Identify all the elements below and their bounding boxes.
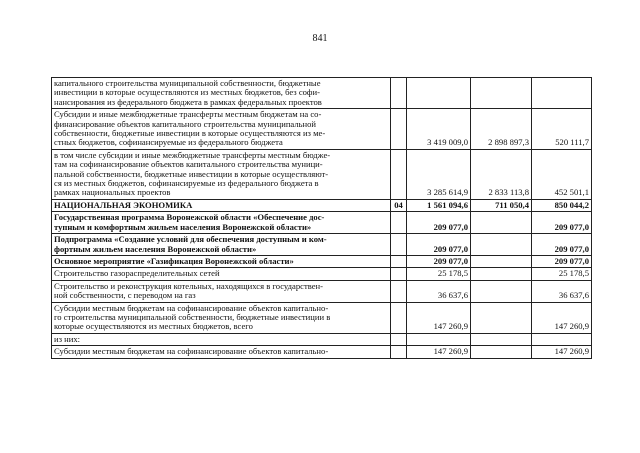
description-line: из них: (54, 333, 81, 344)
description-line: рамках национальных проектов (54, 187, 171, 198)
regional-value-cell: 147 260,9 (532, 302, 592, 333)
federal-value-cell (471, 78, 532, 109)
total-value-cell: 209 077,0 (407, 255, 471, 267)
regional-value-cell: 209 077,0 (532, 212, 592, 234)
description-line: Основное мероприятие «Газификация Воронежской области» (54, 255, 294, 266)
section-code-cell (391, 333, 407, 345)
description-line: финансирование объектов капитального строительства муниципальной (54, 118, 317, 129)
description-line: Подпрограмма «Создание условий для обеспечения доступным и ком- (54, 234, 327, 245)
table-row (52, 302, 592, 333)
row-description (52, 333, 391, 345)
description-line: там на софинансирование объектов капитального строительства муници- (54, 159, 323, 170)
federal-value-cell (471, 346, 532, 358)
table-row (52, 78, 592, 109)
budget-table (51, 77, 592, 359)
total-value-cell: 209 077,0 (407, 212, 471, 234)
total-value-cell: 3 285 614,9 (407, 149, 471, 199)
regional-value-cell (532, 78, 592, 109)
row-description (52, 212, 391, 234)
row-description (52, 109, 391, 150)
row-description (52, 302, 391, 333)
description-line: Субсидии и иные межбюджетные трансферты местным бюджетам на со- (54, 109, 322, 120)
section-code-cell (391, 280, 407, 302)
section-code-cell: 04 (391, 199, 407, 211)
table-row (52, 255, 592, 267)
row-description (52, 149, 391, 199)
row-description (52, 234, 391, 256)
regional-value-cell: 452 501,1 (532, 149, 592, 199)
federal-value-cell (471, 234, 532, 256)
regional-value-cell: 209 077,0 (532, 255, 592, 267)
budget-table-body (52, 78, 592, 359)
table-row (52, 109, 592, 150)
regional-value-cell: 209 077,0 (532, 234, 592, 256)
description-line: го строительства муниципальной собственности, бюджетные инвестиции в (54, 311, 331, 322)
section-code-cell (391, 109, 407, 150)
description-line: которые осуществляются из местных бюджетов, всего (54, 321, 253, 332)
page-number: 841 (312, 33, 328, 44)
regional-value-cell: 147 260,9 (532, 346, 592, 358)
section-code-cell (391, 268, 407, 280)
description-line: нансирования из федерального бюджета в рамках федеральных проектов (54, 96, 322, 107)
description-line: капитального строительства муниципальной собственности, бюджетные (54, 78, 321, 88)
total-value-cell: 1 561 094,6 (407, 199, 471, 211)
regional-value-cell (532, 333, 592, 345)
total-value-cell (407, 333, 471, 345)
description-line: в том числе субсидии и иные межбюджетные трансферты местным бюдже- (54, 149, 331, 160)
federal-value-cell (471, 280, 532, 302)
federal-value-cell: 2 898 897,3 (471, 109, 532, 150)
federal-value-cell (471, 302, 532, 333)
description-line: ной собственности, с переводом на газ (54, 290, 196, 301)
regional-value-cell: 850 044,2 (532, 199, 592, 211)
description-line: Строительство и реконструкция котельных, находящихся в государствен- (54, 280, 324, 291)
regional-value-cell: 25 178,5 (532, 268, 592, 280)
section-code-cell (391, 302, 407, 333)
row-description (52, 78, 391, 109)
row-description (52, 255, 391, 267)
description-line: стных бюджетов, софинансируемые из федерального бюджета (54, 137, 283, 148)
federal-value-cell: 2 833 113,8 (471, 149, 532, 199)
description-line: Субсидии местным бюджетам на софинансирование объектов капитально- (54, 302, 329, 313)
description-line: тупным и комфортным жильем населения Воронежской области» (54, 221, 312, 232)
description-line: инвестиции в которые осуществляются из местных бюджетов, без софи- (54, 87, 320, 98)
description-line: ся из местных бюджетов, софинансируемые из федерального бюджета в (54, 178, 319, 189)
row-description (52, 346, 391, 358)
row-description (52, 268, 391, 280)
description-line: фортным жильем населения Воронежской области» (54, 243, 257, 254)
table-row (52, 234, 592, 256)
row-description (52, 280, 391, 302)
description-line: Субсидии местным бюджетам на софинансирование объектов капитально- (54, 346, 329, 357)
table-row (52, 149, 592, 199)
total-value-cell (407, 78, 471, 109)
total-value-cell: 147 260,9 (407, 302, 471, 333)
total-value-cell: 3 419 009,0 (407, 109, 471, 150)
row-description (52, 199, 391, 211)
description-line: НАЦИОНАЛЬНАЯ ЭКОНОМИКА (54, 199, 193, 210)
section-code-cell (391, 234, 407, 256)
federal-value-cell (471, 255, 532, 267)
section-code-cell (391, 255, 407, 267)
section-code-cell (391, 346, 407, 358)
table-row (52, 346, 592, 358)
table-row (52, 268, 592, 280)
regional-value-cell: 36 637,6 (532, 280, 592, 302)
description-line: собственности, бюджетные инвестиции в которые осуществляются из ме- (54, 128, 326, 139)
section-code-cell (391, 149, 407, 199)
table-row (52, 212, 592, 234)
section-code-cell (391, 212, 407, 234)
table-row (52, 280, 592, 302)
description-line: Строительство газораспределительных сетей (54, 268, 220, 279)
federal-value-cell: 711 050,4 (471, 199, 532, 211)
description-line: Государственная программа Воронежской области «Обеспечение дос- (54, 212, 325, 223)
regional-value-cell: 520 111,7 (532, 109, 592, 150)
federal-value-cell (471, 333, 532, 345)
table-row (52, 199, 592, 211)
federal-value-cell (471, 212, 532, 234)
total-value-cell: 209 077,0 (407, 234, 471, 256)
total-value-cell: 25 178,5 (407, 268, 471, 280)
table-row (52, 333, 592, 345)
description-line: пальной собственности, бюджетные инвестиции в которые осуществляют- (54, 168, 329, 179)
total-value-cell: 147 260,9 (407, 346, 471, 358)
section-code-cell (391, 78, 407, 109)
federal-value-cell (471, 268, 532, 280)
total-value-cell: 36 637,6 (407, 280, 471, 302)
